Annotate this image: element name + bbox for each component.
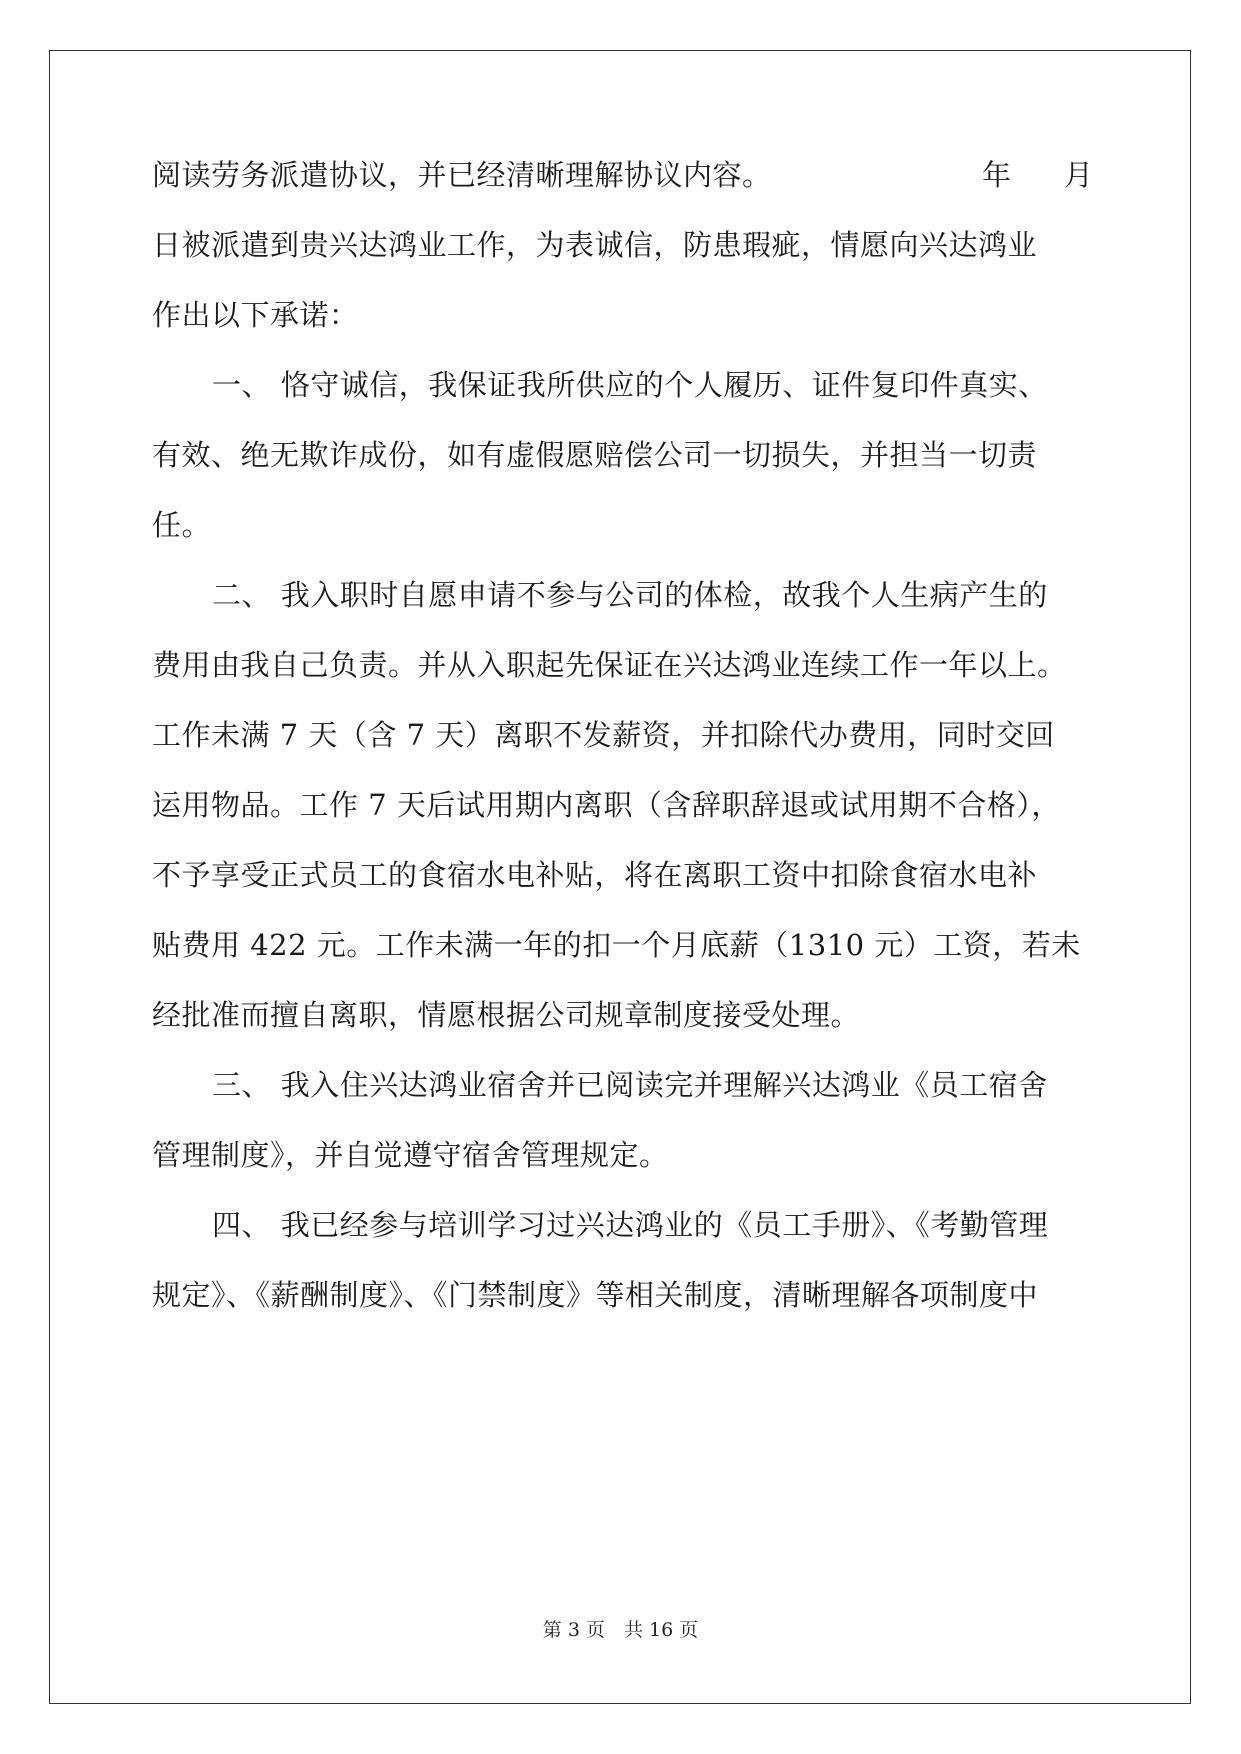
page-number-footer: 第 3 页 共 16 页 [542,1619,699,1641]
year-label: 年 [982,158,1012,192]
paragraph-3-line: 三、 我入住兴达鸿业宿舍并已阅读完并理解兴达鸿业《员工宿舍 [212,1068,1048,1102]
paragraph-2-line: 二、 我入职时自愿申请不参与公司的体检，故我个人生病产生的 [212,578,1048,612]
paragraph-2-line: 运用物品。工作 7 天后试用期内离职（含辞职辞退或试用期不合格）， [152,788,1061,822]
paragraph-2-line: 工作未满 7 天（含 7 天）离职不发薪资，并扣除代办费用，同时交回 [152,718,1055,752]
paragraph-4-line: 四、 我已经参与培训学习过兴达鸿业的《员工手册》、《考勤管理 [212,1208,1049,1242]
text-line: 日被派遣到贵兴达鸿业工作，为表诚信，防患瑕疵，情愿向兴达鸿业 [152,228,1038,262]
paragraph-1-line: 一、 恪守诚信，我保证我所供应的个人履历、证件复印件真实、 [212,368,1048,402]
paragraph-2-line: 经批准而擅自离职，情愿根据公司规章制度接受处理。 [152,998,861,1032]
paragraph-4-line: 规定》、《薪酬制度》、《门禁制度》等相关制度，清晰理解各项制度中 [152,1278,1039,1312]
month-label: 月 [1064,158,1094,192]
paragraph-2-line: 费用由我自己负责。并从入职起先保证在兴达鸿业连续工作一年以上。 [152,648,1067,682]
text-segment: 阅读劳务派遣协议，并已经清晰理解协议内容。 [152,158,772,192]
paragraph-1-line: 任。 [152,508,212,542]
paragraph-3-line: 管理制度》，并自觉遵守宿舍管理规定。 [152,1138,669,1172]
text-line: 作出以下承诺： [152,298,359,332]
paragraph-2-line: 贴费用 422 元。工作未满一年的扣一个月底薪（1310 元）工资，若未 [152,928,1081,962]
text-line [152,157,1092,193]
paragraph-1-line: 有效、绝无欺诈成份，如有虚假愿赔偿公司一切损失，并担当一切责 [152,438,1038,472]
paragraph-2-line: 不予享受正式员工的食宿水电补贴，将在离职工资中扣除食宿水电补 [152,858,1038,892]
